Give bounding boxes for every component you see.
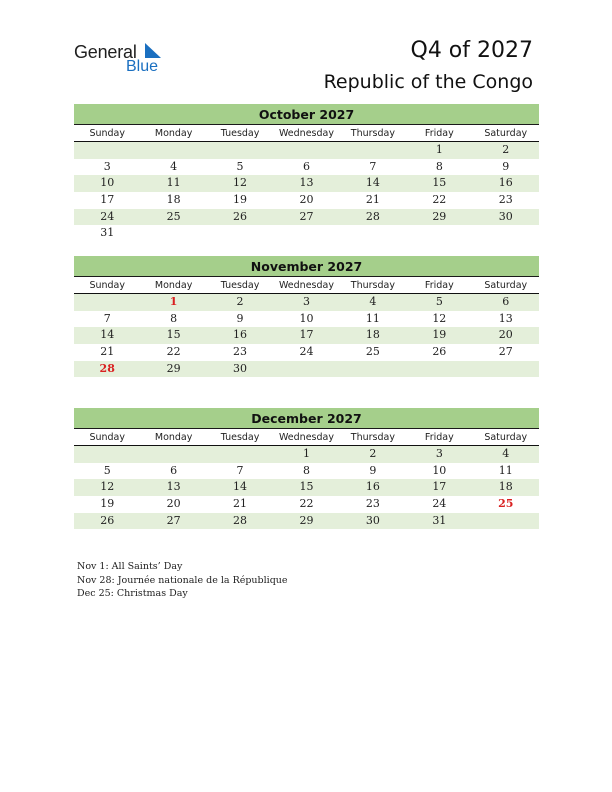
day-cell: 5 [103,463,111,477]
day-cell: 3 [103,159,111,173]
weekday-label: Friday [424,432,454,443]
day-cell: 1 [302,447,310,460]
week-row [74,192,539,209]
day-cell: 8 [302,463,310,477]
holiday-notes [77,560,288,601]
day-cell: 27 [498,345,513,359]
day-cell: 12 [100,480,115,494]
day-cell: 20 [299,193,314,207]
month-title: November 2027 [74,256,539,277]
day-cell [473,513,539,530]
day-cell: 27 [166,513,181,527]
day-cell: 7 [369,159,377,173]
weekday-label: Tuesday [220,280,260,291]
day-cell: 26 [100,513,115,527]
day-cell: 3 [302,295,310,308]
day-cell: 4 [170,159,178,173]
weekday-label: Wednesday [278,128,334,139]
day-cell: 28 [365,209,380,223]
weekday-label: Friday [424,280,454,291]
day-cell: 31 [432,513,447,527]
day-cell: 21 [233,497,248,511]
day-cell [207,142,273,159]
day-cell: 9 [502,159,510,173]
day-cell: 17 [432,480,447,494]
day-cell: 23 [365,497,380,511]
weekday-header-row [74,429,539,446]
day-cell: 30 [233,361,248,375]
day-cell [273,142,339,159]
day-cell: 8 [170,311,178,325]
day-cell: 10 [100,176,115,190]
day-cell [406,225,472,242]
weekday-label: Monday [154,280,193,291]
day-cell [273,361,339,378]
weekday-label: Wednesday [278,432,334,443]
week-row [74,311,539,328]
weekday-label: Saturday [484,128,528,139]
calendar-month-december [74,408,539,529]
day-cell: 29 [432,209,447,223]
day-cell [74,294,140,311]
weekday-label: Saturday [484,432,528,443]
day-cell: 25 [166,209,181,223]
day-cell: 2 [236,295,244,308]
week-row [74,344,539,361]
day-cell: 24 [299,345,314,359]
day-cell: 11 [166,176,181,190]
day-cell: 3 [435,447,443,460]
day-cell: 22 [299,497,314,511]
day-cell: 17 [100,193,115,207]
day-cell: 17 [299,328,314,342]
day-cell: 4 [502,447,510,460]
logo-blue-text: Blue [126,58,159,75]
day-cell: 13 [166,480,181,494]
weekday-label: Thursday [350,128,395,139]
day-cell: 21 [365,193,380,207]
day-cell: 10 [432,463,447,477]
day-cell: 13 [498,311,513,325]
week-row [74,513,539,530]
day-cell: 9 [236,311,244,325]
holiday-note: Nov 1: All Saints’ Day [77,561,183,572]
day-cell: 2 [369,447,377,460]
weekday-label: Saturday [484,280,528,291]
weekday-label: Sunday [89,432,125,443]
day-cell: 15 [299,480,314,494]
day-cell: 13 [299,176,314,190]
day-cell: 30 [498,209,513,223]
weekday-label: Monday [154,432,193,443]
week-row [74,479,539,496]
day-cell [340,142,406,159]
day-cell: 9 [369,463,377,477]
day-cell: 6 [170,463,178,477]
day-cell [273,225,339,242]
week-row [74,496,539,513]
day-cell: 12 [432,311,447,325]
page-title: Q4 of 2027 [410,38,533,63]
day-cell [74,446,140,463]
day-cell: 18 [498,480,513,494]
week-row [74,175,539,192]
day-cell: 16 [233,328,248,342]
month-title: October 2027 [74,104,539,125]
day-cell [340,361,406,378]
day-cell [207,446,273,463]
day-cell: 8 [435,159,443,173]
week-row [74,142,539,159]
day-cell: 22 [432,193,447,207]
weekday-header-row [74,277,539,294]
weekday-label: Thursday [350,432,395,443]
week-row [74,463,539,480]
week-row [74,209,539,226]
day-cell: 14 [233,480,248,494]
week-row [74,361,539,378]
logo-flag-icon [141,43,163,59]
week-row [74,327,539,344]
day-cell [473,225,539,242]
day-cell: 4 [369,295,377,308]
day-cell: 26 [233,209,248,223]
day-cell: 1 [169,295,178,308]
weekday-label: Tuesday [220,128,260,139]
day-cell: 2 [502,143,510,156]
day-cell [406,361,472,378]
holiday-note: Nov 28: Journée nationale de la République [77,574,288,586]
day-cell [140,225,206,242]
week-row [74,446,539,463]
day-cell: 19 [233,193,248,207]
day-cell: 12 [233,176,248,190]
calendar-month-october [74,104,539,242]
day-cell [207,225,273,242]
calendar-month-november [74,256,539,377]
month-title: December 2027 [74,408,539,429]
day-cell: 7 [103,311,111,325]
week-row [74,294,539,311]
generalblue-logo [74,40,184,80]
day-cell: 23 [498,193,513,207]
day-cell: 29 [166,361,181,375]
day-cell: 15 [166,328,181,342]
day-cell [140,142,206,159]
day-cell: 27 [299,209,314,223]
day-cell: 23 [233,345,248,359]
day-cell: 5 [435,295,443,308]
weekday-label: Thursday [350,280,395,291]
weekday-label: Tuesday [220,432,260,443]
weekday-label: Monday [154,128,193,139]
day-cell: 25 [498,497,514,511]
week-row [74,225,539,242]
day-cell: 14 [100,328,115,342]
day-cell: 24 [432,497,447,511]
day-cell: 1 [435,143,443,156]
day-cell: 19 [100,497,115,511]
day-cell [473,361,539,378]
day-cell: 15 [432,176,447,190]
weekday-label: Sunday [89,280,125,291]
day-cell [74,142,140,159]
day-cell [340,225,406,242]
day-cell: 6 [502,295,510,308]
day-cell: 11 [498,463,513,477]
day-cell: 16 [365,480,380,494]
day-cell: 21 [100,345,115,359]
day-cell: 20 [498,328,513,342]
weekday-label: Wednesday [278,280,334,291]
day-cell: 25 [365,345,380,359]
weekday-header-row [74,125,539,142]
day-cell: 18 [166,193,181,207]
day-cell: 30 [365,513,380,527]
day-cell: 7 [236,463,244,477]
day-cell: 22 [166,345,181,359]
day-cell: 19 [432,328,447,342]
day-cell: 10 [299,311,314,325]
weekday-label: Friday [424,128,454,139]
week-row [74,159,539,176]
day-cell: 11 [365,311,380,325]
day-cell [140,446,206,463]
holiday-note: Dec 25: Christmas Day [77,588,188,600]
day-cell: 26 [432,345,447,359]
day-cell: 14 [365,176,380,190]
weekday-label: Sunday [89,128,125,139]
day-cell: 31 [100,226,115,240]
logo-general-text: General [74,42,137,62]
day-cell: 18 [365,328,380,342]
day-cell: 28 [99,361,115,375]
day-cell: 20 [166,497,181,511]
day-cell: 29 [299,513,314,527]
day-cell: 24 [100,209,115,223]
day-cell: 16 [498,176,513,190]
day-cell: 6 [302,159,310,173]
page-subtitle: Republic of the Congo [323,71,533,93]
day-cell: 28 [233,513,248,527]
day-cell: 5 [236,159,244,173]
